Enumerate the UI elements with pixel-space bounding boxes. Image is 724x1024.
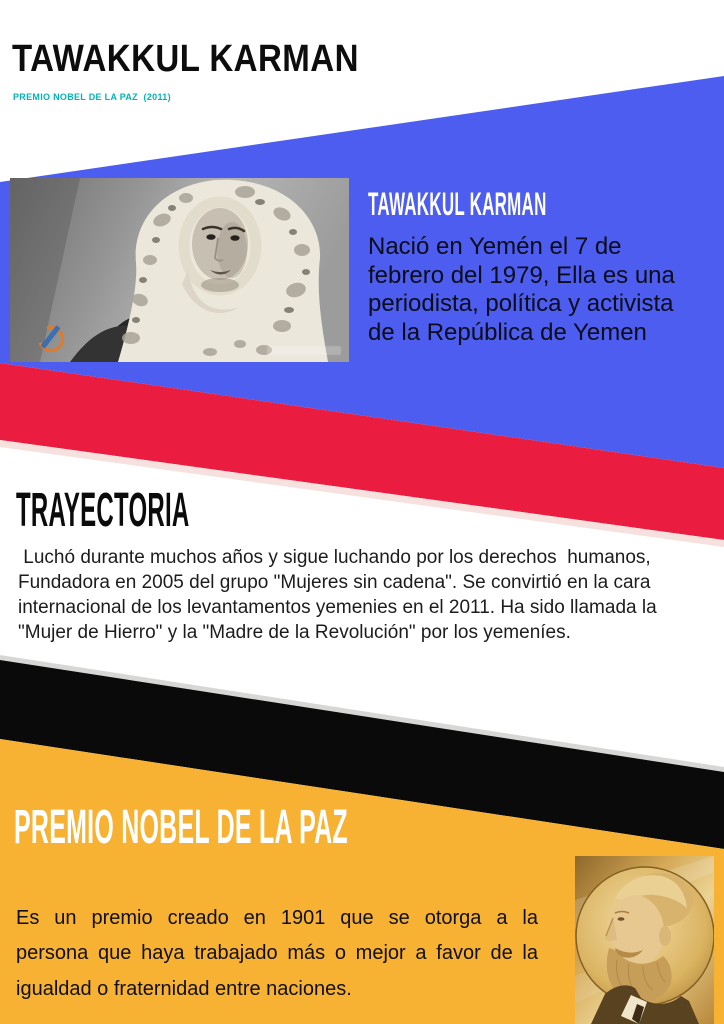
premio-line: persona que haya trabajado más o mejor a favor de la [16, 942, 538, 965]
profile-line: Nació en Yemén el 7 de [368, 233, 622, 260]
tawakkul-photo [10, 178, 349, 362]
nobel-portrait-illustration [575, 856, 714, 1024]
profile-heading: TAWAKKUL KARMAN [368, 186, 547, 222]
trayectoria-paragraph [18, 545, 718, 645]
premio-line: igualdad o fraternidad entre naciones. [16, 977, 352, 1000]
trayectoria-heading: TRAYECTORIA [16, 484, 190, 537]
trayectoria-line: internacional de los levantamentos yemenies en el 2011. Ha sido llamada la [18, 597, 657, 618]
page-subtitle: PREMIO NOBEL DE LA PAZ (2011) [13, 92, 171, 102]
nobel-portrait [575, 856, 714, 1024]
photo-watermark [267, 346, 341, 355]
premio-line: Es un premio creado en 1901 que se otorga a la [16, 907, 538, 929]
page-title: TAWAKKUL KARMAN [12, 38, 359, 80]
trayectoria-line: Fundadora en 2005 del grupo "Mujeres sin cadena". Se convirtió en la cara [18, 572, 651, 593]
profile-line: febrero del 1979, Ella es una [368, 261, 675, 289]
profile-line: de la República de Yemen [368, 319, 647, 347]
broadcaster-logo-icon [38, 326, 64, 352]
profile-line: periodista, política y activista [368, 290, 674, 318]
trayectoria-line: "Mujer de Hierro" y la "Madre de la Revolución" por los yemeníes. [18, 622, 571, 643]
trayectoria-line: Luchó durante muchos años y sigue luchando por los derechos humanos, [18, 547, 651, 568]
premio-paragraph [16, 901, 538, 1007]
premio-heading: PREMIO NOBEL DE LA PAZ [14, 801, 348, 854]
profile-paragraph [368, 233, 708, 348]
